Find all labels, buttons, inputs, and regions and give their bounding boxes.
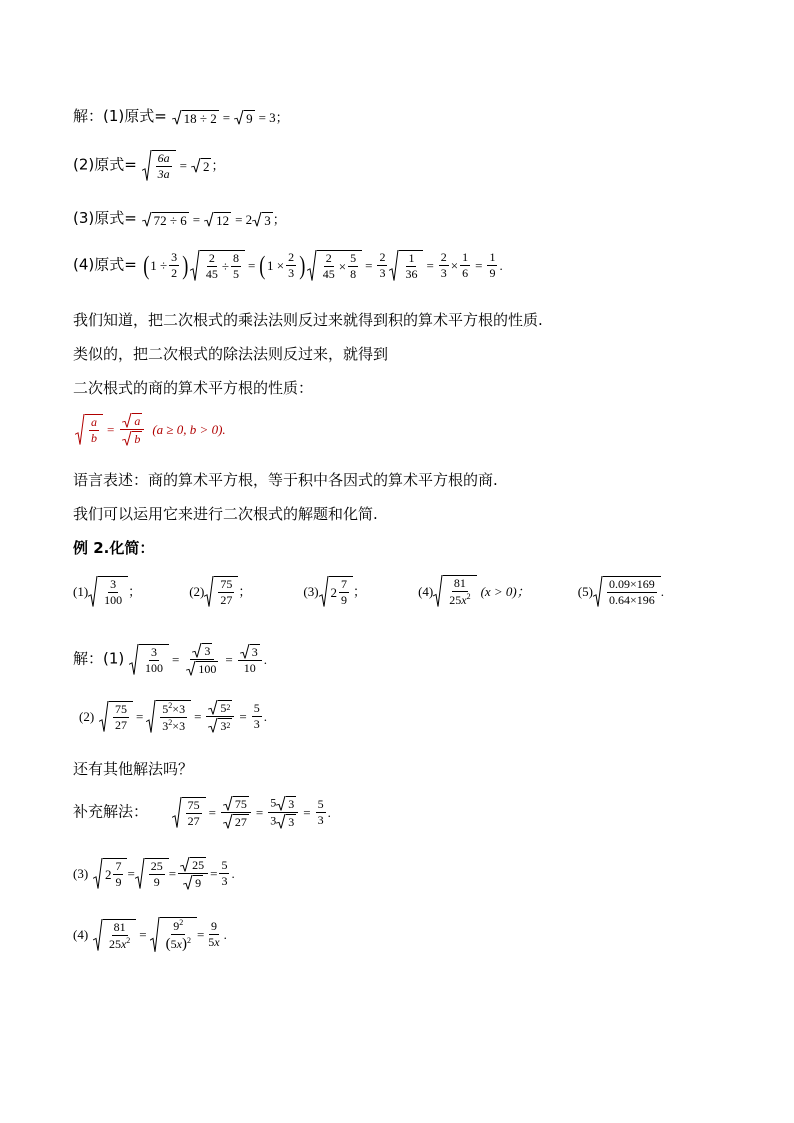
- example-solution-2: (2) $\frac{75}{27}$ = $\frac{5^2\times 3}{3^2\times 3}$ = 5 2 3 2 = $\frac{5}{3}$ .: [79, 701, 268, 734]
- text-1: 我们知道，把二次根式的乘法法则反过来就得到积的算术平方根的性质.: [73, 311, 543, 329]
- quotient-property-formula: $\frac{a}{b}$ = $\frac{a}{b}$ (a ≥ 0, b > 0).: [75, 413, 226, 446]
- text-5: 我们可以运用它来进行二次根式的解题和化简.: [73, 505, 378, 523]
- text-3: 二次根式的商的算术平方根的性质：: [73, 379, 314, 397]
- example-2-heading: 例 2.化简：: [73, 539, 155, 557]
- example-solution-3: (3) 2 $\frac{7}{9}$ = $\frac{25}{9}$ = $\frac{25}{9}$ = $\frac{5}{3}$ .: [73, 858, 235, 891]
- solution-2: (2)原式= $\frac{6a}{3a}$ = 2 ；: [73, 151, 225, 182]
- solution-4: (4)原式= ( 1 ÷ $\frac{3}{2}$ ) $\frac{2}{45}$ ÷ $\frac{8}{5}$ = ( 1 × $\frac{2}{3}$ ) $\frac{2}{45}$ × $\frac{5}{8}$ = $\frac{2}{3}$ $\frac{1}{36}$ = $\frac{2}{3}$ × $\frac{1}{6}$ = $\frac{1}{9}$ .: [73, 250, 503, 282]
- supplementary-solution: 补充解法： $\frac{75}{27}$ = $\frac{75}{27}$ = 5 3 3 3 = $\frac{5}{3}$ .: [73, 795, 331, 830]
- text-4: 语言表述：商的算术平方根，等于积中各因式的算术平方根的商.: [73, 471, 498, 489]
- question-other-methods: 还有其他解法吗？: [73, 760, 194, 778]
- sqrt-18-div-2: 18 ÷ 2: [172, 110, 219, 125]
- example-solution-1: 解：(1) $\frac{3}{100}$ = $\frac{3}{100}$ = $\frac{3}{10}$ .: [73, 644, 267, 677]
- example-problems: (1) $\frac{3}{100}$ ； (2) $\frac{75}{27}$ ； (3) 2 $\frac{7}{9}$ ； (4) $\frac{81}{25x^2}$ (x > 0)； (5) $\frac{0.09\times 169}{0.64\times 196}$ .: [73, 576, 664, 608]
- solution-1: 解：(1)原式= 18 ÷ 2 = 9 = 3；: [73, 107, 289, 126]
- text-2: 类似的，把二次根式的除法法则反过来，就得到: [73, 345, 389, 363]
- example-solution-4: (4) $\frac{81}{25x^2}$ = $\frac{9^2}{(5x)^2}$ = $\frac{9}{5x}$ .: [73, 918, 227, 953]
- solution-3: (3)原式= 72 ÷ 6 = 12 = 2 3 ；: [73, 209, 286, 228]
